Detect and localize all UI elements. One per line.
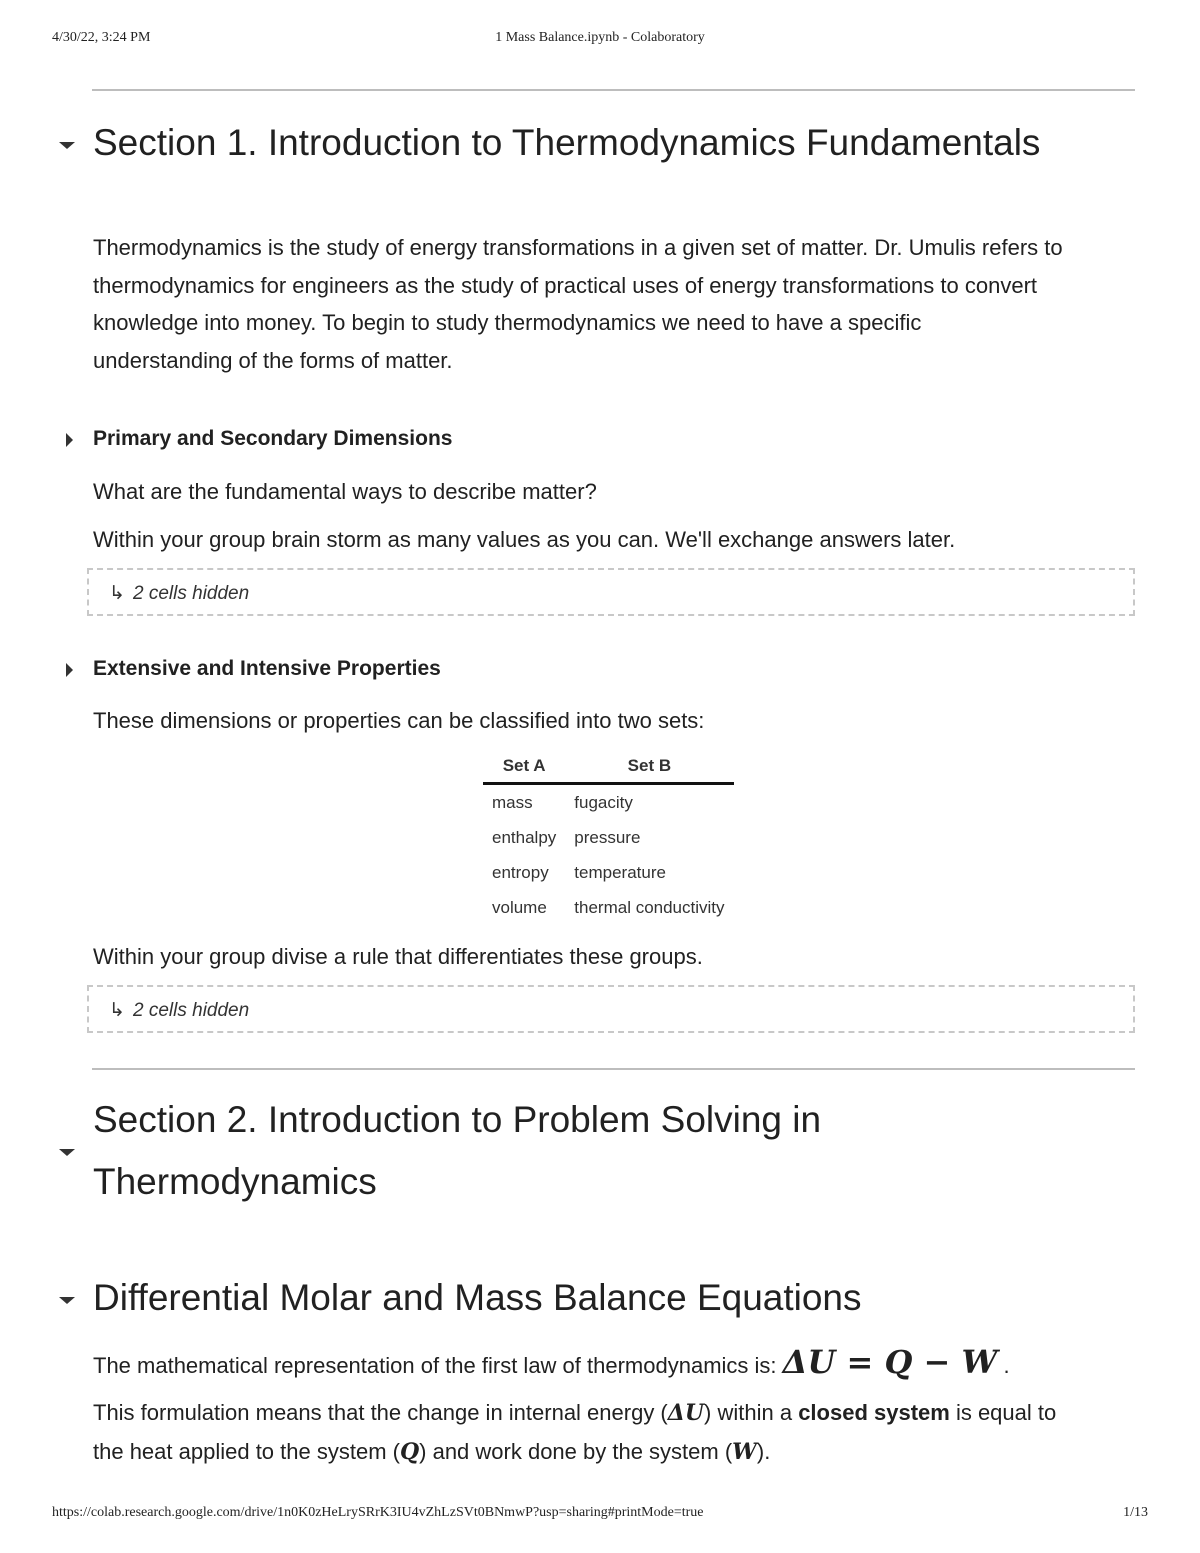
extensive-intro: These dimensions or properties can be classified into two sets: (93, 708, 705, 733)
print-header (52, 30, 1148, 50)
section2-title-line: Thermodynamics (93, 1161, 377, 1202)
primary-instruction: Within your group brain storm as many values as you can. We'll exchange answers later. (93, 527, 956, 552)
table-cell: thermal conductivity (574, 898, 725, 917)
table-cell: temperature (574, 863, 666, 882)
hidden-cells-arrow-icon: ↳ (109, 1000, 125, 1021)
hidden-cells-toggle[interactable] (87, 985, 1135, 1033)
first-law-statement (93, 1340, 1010, 1388)
print-date: 4/30/22, 3:24 PM (52, 30, 151, 45)
table-row (483, 784, 734, 821)
table-cell: entropy (492, 863, 549, 882)
table-cell: enthalpy (492, 828, 557, 847)
table-row (483, 890, 734, 925)
explanation-text: the heat applied to the system ( (93, 1438, 400, 1464)
explanation-text: ). (756, 1438, 771, 1464)
hidden-cells-label: 2 cells hidden (133, 583, 250, 604)
collapse-caret-icon[interactable] (59, 142, 75, 149)
print-page-number: 1/13 (1123, 1505, 1148, 1520)
first-law-text: The mathematical representation of the first law of thermodynamics is: (93, 1353, 783, 1378)
section2-title-line: Section 2. Introduction to Problem Solving in (93, 1099, 822, 1140)
table-header-row (483, 752, 734, 784)
table-row (483, 820, 734, 855)
primary-dimensions-title: Primary and Secondary Dimensions (93, 427, 453, 450)
symbol-q: Q (399, 1438, 420, 1465)
table-header-set-b: Set B (565, 752, 733, 784)
table-cell: fugacity (574, 793, 633, 812)
section-divider (92, 1068, 1135, 1070)
explanation-text: This formulation means that the change in internal energy ( (93, 1400, 668, 1425)
differential-balance-title: Differential Molar and Mass Balance Equations (93, 1277, 862, 1318)
extensive-properties-title: Extensive and Intensive Properties (93, 657, 441, 680)
section2-title (93, 1089, 821, 1213)
extensive-instruction: Within your group divise a rule that differentiates these groups. (93, 944, 703, 969)
intro-line: Thermodynamics is the study of energy transformations in a given set of matter. Dr. Umulis refers to (93, 235, 1063, 260)
table-row (483, 855, 734, 890)
hidden-cells-toggle[interactable] (87, 568, 1135, 616)
expand-caret-icon[interactable] (66, 663, 73, 677)
table-cell: mass (492, 793, 533, 812)
intro-line: knowledge into money. To begin to study thermodynamics we need to have a specific (93, 310, 922, 335)
table-cell: pressure (574, 828, 641, 847)
explanation-text: ) and work done by the system ( (419, 1438, 733, 1464)
section-divider (92, 89, 1135, 91)
explanation-line (93, 1394, 1143, 1433)
hidden-cells-label: 2 cells hidden (133, 1000, 250, 1021)
print-footer (52, 1505, 1148, 1525)
table-header-set-a: Set A (483, 752, 565, 784)
collapse-caret-icon[interactable] (59, 1149, 75, 1156)
first-law-explanation (93, 1394, 1143, 1471)
intro-line: thermodynamics for engineers as the study of practical uses of energy transformations to convert (93, 272, 1038, 298)
print-url[interactable]: https://colab.research.google.com/drive/1n0K0zHeLrySRrK3IU4vZhLzSVt0BNmwP?usp=sharing#printMode=true (52, 1505, 704, 1520)
primary-question: What are the fundamental ways to describe matter? (93, 479, 597, 504)
properties-table (483, 752, 734, 925)
expand-caret-icon[interactable] (66, 433, 73, 447)
symbol-w: W (732, 1438, 757, 1465)
hidden-cells-arrow-icon: ↳ (109, 583, 125, 604)
print-title: 1 Mass Balance.ipynb - Colaboratory (495, 30, 705, 45)
section1-title: Section 1. Introduction to Thermodynamics Fundamentals (93, 122, 1041, 163)
explanation-text: ) within a (704, 1400, 799, 1425)
table-cell: volume (492, 898, 547, 917)
explanation-text: is equal to (949, 1400, 1057, 1425)
closed-system-term: closed system (798, 1400, 950, 1425)
explanation-line (93, 1433, 1143, 1472)
section1-intro (93, 229, 1143, 379)
symbol-delta-u: ΔU (667, 1400, 705, 1426)
first-law-equation: ΔU = Q − W (782, 1343, 998, 1381)
collapse-caret-icon[interactable] (59, 1297, 75, 1304)
first-law-end: . (997, 1353, 1010, 1378)
intro-line: understanding of the forms of matter. (93, 347, 453, 373)
